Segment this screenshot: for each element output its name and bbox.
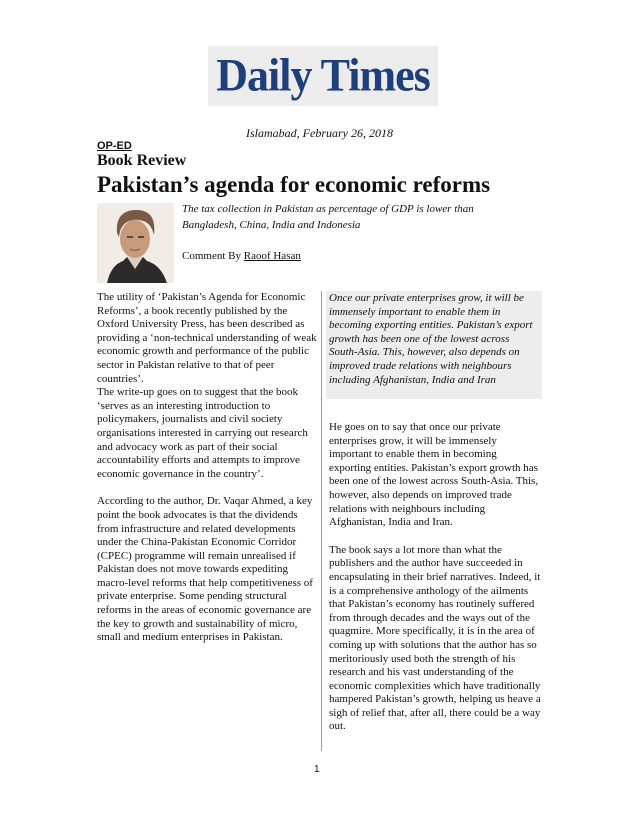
- paragraph: He goes on to say that once our private enterprises grow, it will be immensely important to enable them in becoming exporting entities. Pakistan’s export growth has been one of the lowest across South-Asia. This, however, also depends on improved trade relations with neighbours including Afghanistan, India and Iran.: [329, 421, 539, 529]
- author-portrait-image: [97, 203, 174, 283]
- author-photo: [97, 203, 174, 283]
- page-number: 1: [314, 764, 320, 775]
- kicker: Book Review: [97, 152, 187, 169]
- masthead-logo: [208, 46, 438, 106]
- headline: Pakistan’s agenda for economic reforms: [97, 172, 491, 197]
- section-label: OP-ED: [97, 140, 132, 152]
- left-column: [97, 291, 317, 659]
- author-link[interactable]: Raoof Hasan: [243, 250, 301, 262]
- paragraph: According to the author, Dr. Vaqar Ahmed, a key point the book advocates is that the dividends from infrastructure and related developments under the China-Pakistan Economic Corridor (CPEC) programme will remain unrealised if Pakistan does not move towards expediting macro-level reforms that help competitiveness of private enterprise. Some pending structural reforms in the areas of economic governance are the key to growth and sustainability of micro, small and medium enterprises in Pakistan.: [97, 495, 313, 644]
- byline: [182, 250, 301, 262]
- pull-quote: Once our private enterprises grow, it will be immensely important to enable them in becoming exporting entities. Pakistan’s export growth has been one of the lowest across South-Asia. This, however, also depends on improved trade relations with neighbours including Afghanistan, India and Iran: [326, 291, 542, 399]
- dateline: Islamabad, February 26, 2018: [246, 126, 393, 140]
- byline-prefix: Comment By: [182, 250, 244, 262]
- column-divider: [321, 291, 322, 751]
- masthead-name: Daily Times: [216, 49, 430, 102]
- paragraph: The book says a lot more than what the publishers and the author have succeeded in encapsulating in their brief narratives. Indeed, it is a comprehensive anthology of the ailments that Pakistan’s economy has routinely suffered from through decades and the ways out of the quagmire. More specifically, it is in the area of coming up with solutions that the author has so meritoriously used both the strength of his research and his vast understanding of the economic complexities which have traditionally hampered Pakistan’s growth, helping us heave a sigh of relief that, after all, there could be a way out.: [329, 543, 541, 733]
- paragraph: The write-up goes on to suggest that the book ‘serves as an interesting introduction to policymakers, journalists and civil society organisations interested in carrying out research and advocacy work as part of their social accountability efforts and attempts to improve economic governance in the country’.: [97, 386, 308, 480]
- standfirst: The tax collection in Pakistan as percentage of GDP is lower than Bangladesh, China, India and Indonesia: [182, 203, 474, 231]
- paragraph: The utility of ‘Pakistan’s Agenda for Economic Reforms’, a book recently published by the Oxford University Press, has been described as providing a ‘non-technical understanding of weak economic growth and performance of the public sector in Pakistan relative to that of peer countries’.: [97, 291, 317, 385]
- right-column: [329, 421, 541, 748]
